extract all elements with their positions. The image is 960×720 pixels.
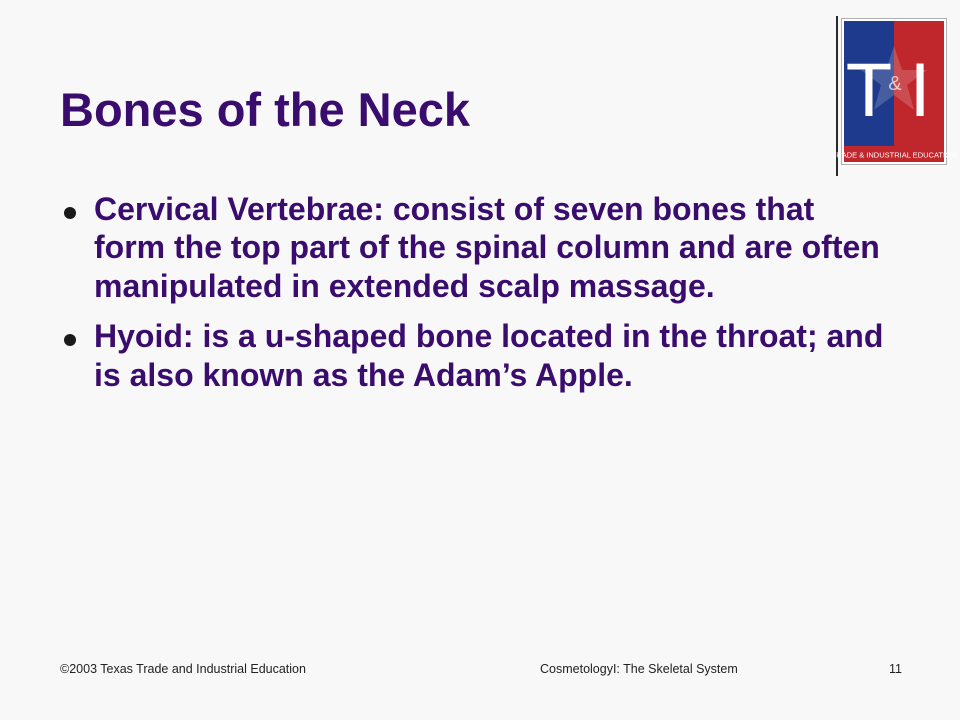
bullet-dot-icon [64, 207, 76, 219]
footer-copyright: ©2003 Texas Trade and Industrial Education [60, 662, 306, 676]
logo-letter-i: I [909, 48, 931, 133]
bullet-text: Hyoid: is a u-shaped bone located in the throat; and is also known as the Adam’s Apple. [94, 318, 884, 393]
bullet-item [60, 317, 890, 394]
bullet-dot-icon [64, 334, 76, 346]
bullet-list [60, 190, 890, 406]
logo-caption: TRADE & INDUSTRIAL EDUCATION [831, 150, 957, 160]
footer-page-number: 11 [889, 662, 902, 676]
logo-ampersand: & [888, 73, 902, 95]
bullet-item [60, 190, 890, 305]
logo-letter-t: T [845, 48, 893, 133]
trade-industrial-education-logo [831, 18, 957, 165]
footer-course: CosmetologyI: The Skeletal System [540, 662, 738, 676]
slide-title: Bones of the Neck [60, 83, 471, 136]
bullet-text: Cervical Vertebrae: consist of seven bones that form the top part of the spinal column and are often manipulated in extended scalp massage. [94, 191, 880, 304]
